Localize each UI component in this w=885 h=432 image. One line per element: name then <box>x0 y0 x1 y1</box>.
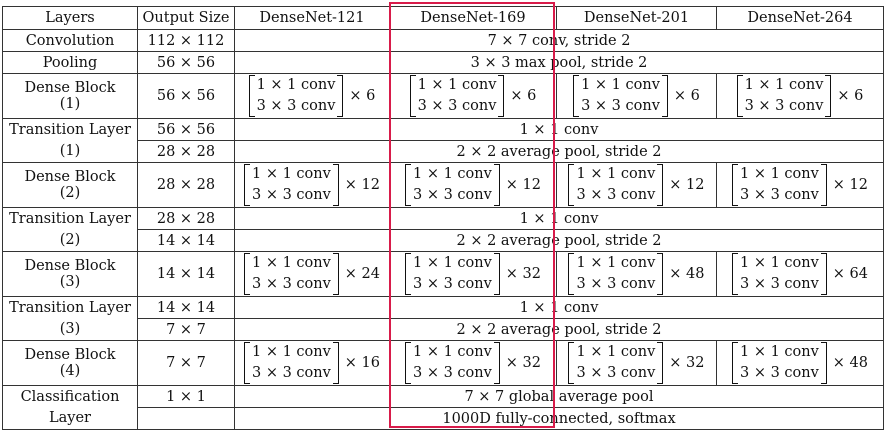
repeat-count: × 32 <box>669 355 705 371</box>
shared-config: 7 × 7 global average pool <box>235 386 884 408</box>
repeat-count: × 32 <box>505 355 542 371</box>
block-cell-densenet-201 <box>557 74 717 119</box>
row-pooling <box>3 52 884 74</box>
row-dense-block-3 <box>3 252 884 297</box>
layer-name: Pooling <box>3 52 138 74</box>
row-dense-block-4 <box>3 341 884 386</box>
layer-name: Dense Block (4) <box>3 341 138 386</box>
row-classification-b <box>3 408 884 430</box>
output-size: 28 × 28 <box>138 163 235 208</box>
block-cell-densenet-264 <box>717 74 884 119</box>
repeat-count: × 32 <box>505 266 542 282</box>
conv-matrix: 1 × 1 conv 3 × 3 conv <box>405 253 500 295</box>
table-header-row <box>3 7 884 30</box>
layer-name: Dense Block (3) <box>3 252 138 297</box>
shared-config: 2 × 2 average pool, stride 2 <box>235 141 884 163</box>
conv-matrix: 1 × 1 conv 3 × 3 conv <box>249 75 344 117</box>
block-cell-densenet-169 <box>390 74 557 119</box>
repeat-count: × 6 <box>349 88 376 104</box>
row-transition-2a <box>3 208 884 230</box>
conv-matrix: 1 × 1 conv 3 × 3 conv <box>737 75 832 117</box>
layer-name: (3) <box>3 319 138 341</box>
repeat-count: × 48 <box>832 355 869 371</box>
repeat-count: × 24 <box>344 266 381 282</box>
repeat-count: × 48 <box>669 266 705 282</box>
conv-matrix: 1 × 1 conv 3 × 3 conv <box>568 164 663 206</box>
output-size <box>138 408 235 430</box>
repeat-count: × 12 <box>505 177 542 193</box>
header-densenet-121: DenseNet-121 <box>235 7 390 30</box>
output-size: 56 × 56 <box>138 119 235 141</box>
header-layers: Layers <box>3 7 138 30</box>
output-size: 112 × 112 <box>138 30 235 52</box>
row-transition-3b <box>3 319 884 341</box>
conv-matrix: 1 × 1 conv 3 × 3 conv <box>244 342 339 384</box>
header-output-size: Output Size <box>138 7 235 30</box>
block-cell-densenet-201 <box>557 252 717 297</box>
output-size: 7 × 7 <box>138 341 235 386</box>
output-size: 14 × 14 <box>138 297 235 319</box>
shared-config: 2 × 2 average pool, stride 2 <box>235 319 884 341</box>
layer-name: (2) <box>3 230 138 252</box>
block-cell-densenet-121 <box>235 74 390 119</box>
block-cell-densenet-121 <box>235 252 390 297</box>
output-size: 28 × 28 <box>138 141 235 163</box>
layer-name: Dense Block (1) <box>3 74 138 119</box>
block-cell-densenet-264 <box>717 163 884 208</box>
conv-matrix: 1 × 1 conv 3 × 3 conv <box>405 342 500 384</box>
repeat-count: × 12 <box>832 177 869 193</box>
row-transition-1b <box>3 141 884 163</box>
layer-name: Transition Layer <box>3 119 138 141</box>
repeat-count: × 6 <box>510 88 537 104</box>
row-classification-a <box>3 386 884 408</box>
layer-name: (1) <box>3 141 138 163</box>
row-transition-2b <box>3 230 884 252</box>
layer-name: Transition Layer <box>3 208 138 230</box>
output-size: 56 × 56 <box>138 74 235 119</box>
conv-matrix: 1 × 1 conv 3 × 3 conv <box>244 164 339 206</box>
repeat-count: × 64 <box>832 266 869 282</box>
row-dense-block-1 <box>3 74 884 119</box>
output-size: 28 × 28 <box>138 208 235 230</box>
layer-name: Layer <box>3 408 138 430</box>
conv-matrix: 1 × 1 conv 3 × 3 conv <box>568 253 663 295</box>
conv-matrix: 1 × 1 conv 3 × 3 conv <box>244 253 339 295</box>
shared-config: 1 × 1 conv <box>235 119 884 141</box>
layer-name: Dense Block (2) <box>3 163 138 208</box>
shared-config: 1 × 1 conv <box>235 208 884 230</box>
repeat-count: × 6 <box>673 88 700 104</box>
block-cell-densenet-121 <box>235 341 390 386</box>
conv-matrix: 1 × 1 conv 3 × 3 conv <box>573 75 668 117</box>
output-size: 7 × 7 <box>138 319 235 341</box>
block-cell-densenet-121 <box>235 163 390 208</box>
repeat-count: × 12 <box>344 177 381 193</box>
row-transition-1a <box>3 119 884 141</box>
shared-config: 1000D fully-connected, softmax <box>235 408 884 430</box>
repeat-count: × 12 <box>669 177 705 193</box>
shared-config: 1 × 1 conv <box>235 297 884 319</box>
block-cell-densenet-169 <box>390 163 557 208</box>
conv-matrix: 1 × 1 conv 3 × 3 conv <box>568 342 663 384</box>
layer-name: Transition Layer <box>3 297 138 319</box>
output-size: 56 × 56 <box>138 52 235 74</box>
output-size: 1 × 1 <box>138 386 235 408</box>
repeat-count: × 6 <box>837 88 864 104</box>
output-size: 14 × 14 <box>138 252 235 297</box>
row-dense-block-2 <box>3 163 884 208</box>
header-densenet-264: DenseNet-264 <box>717 7 884 30</box>
layer-name: Classification <box>3 386 138 408</box>
shared-config: 2 × 2 average pool, stride 2 <box>235 230 884 252</box>
block-cell-densenet-264 <box>717 341 884 386</box>
layer-name: Convolution <box>3 30 138 52</box>
conv-matrix: 1 × 1 conv 3 × 3 conv <box>732 342 827 384</box>
block-cell-densenet-201 <box>557 341 717 386</box>
conv-matrix: 1 × 1 conv 3 × 3 conv <box>732 253 827 295</box>
row-transition-3a <box>3 297 884 319</box>
header-densenet-201: DenseNet-201 <box>557 7 717 30</box>
block-cell-densenet-264 <box>717 252 884 297</box>
row-convolution <box>3 30 884 52</box>
conv-matrix: 1 × 1 conv 3 × 3 conv <box>410 75 505 117</box>
block-cell-densenet-169 <box>390 341 557 386</box>
header-densenet-169: DenseNet-169 <box>390 7 557 30</box>
block-cell-densenet-201 <box>557 163 717 208</box>
conv-matrix: 1 × 1 conv 3 × 3 conv <box>405 164 500 206</box>
output-size: 14 × 14 <box>138 230 235 252</box>
block-cell-densenet-169 <box>390 252 557 297</box>
repeat-count: × 16 <box>344 355 381 371</box>
shared-config: 7 × 7 conv, stride 2 <box>235 30 884 52</box>
densenet-architecture-table <box>2 6 884 430</box>
conv-matrix: 1 × 1 conv 3 × 3 conv <box>732 164 827 206</box>
shared-config: 3 × 3 max pool, stride 2 <box>235 52 884 74</box>
